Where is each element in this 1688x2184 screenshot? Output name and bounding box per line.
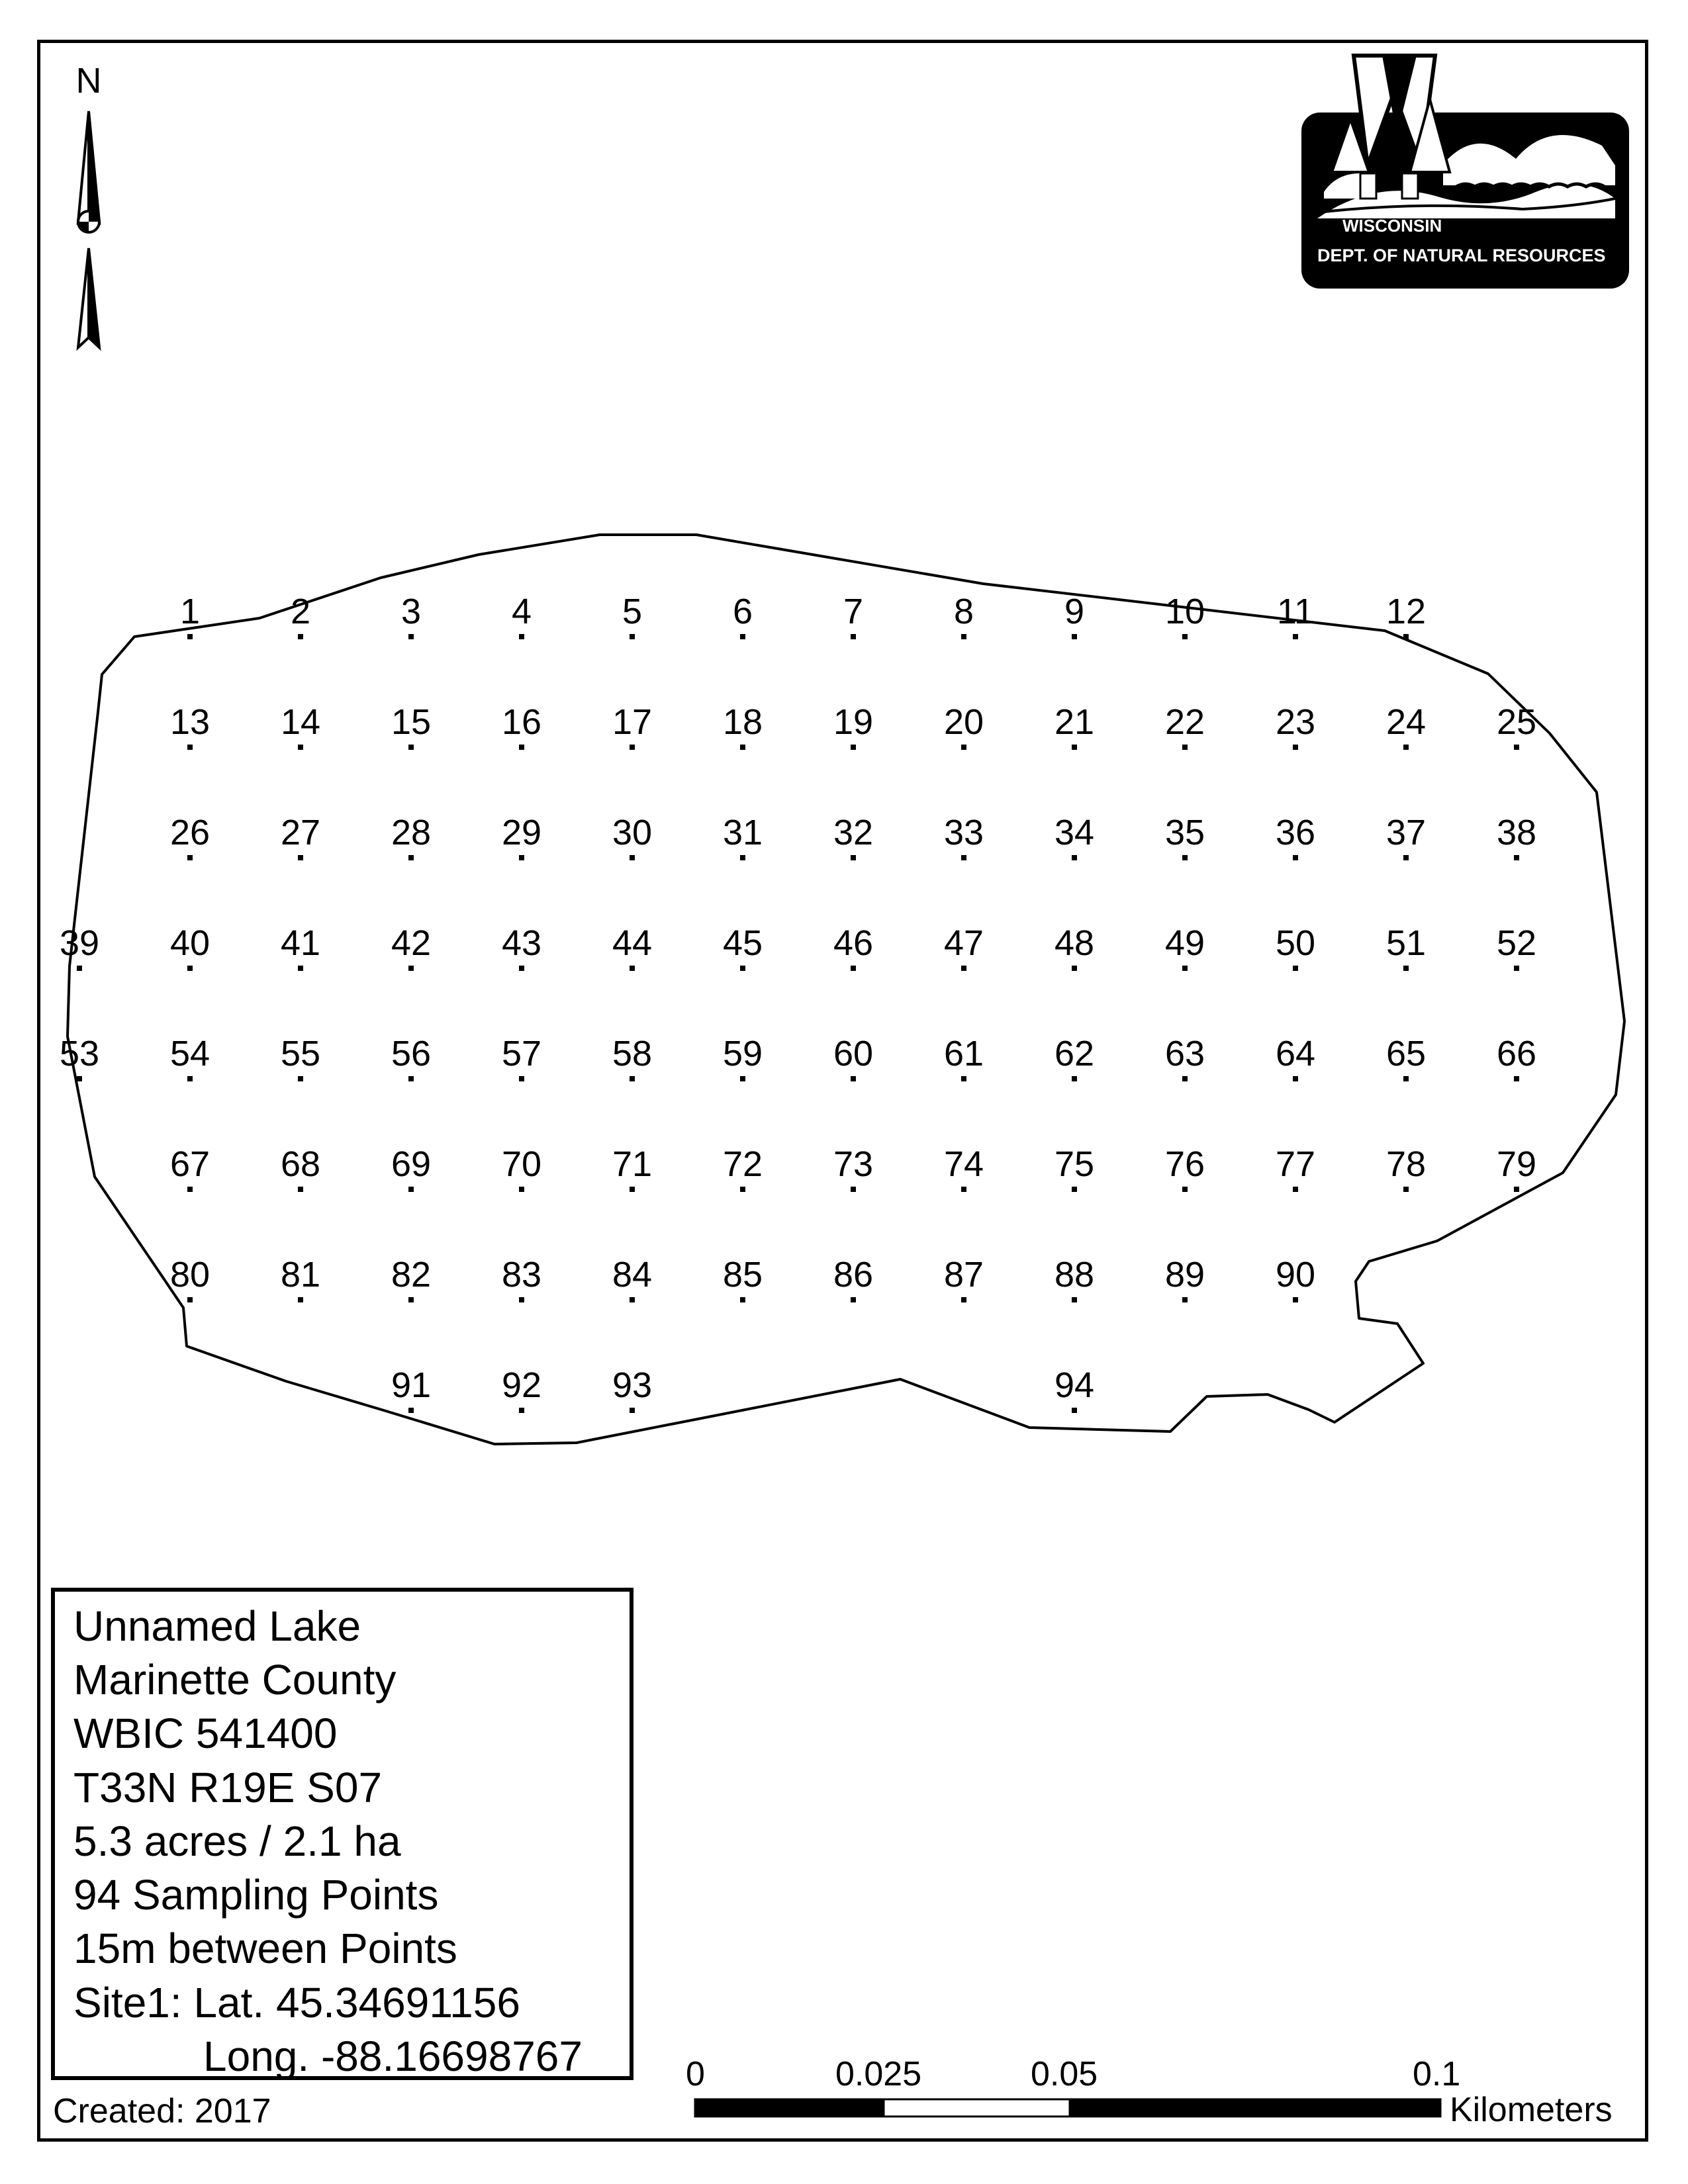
sampling-point-label-8: 8 [953,592,974,631]
sampling-point-36 [1293,855,1298,860]
sampling-point-label-59: 59 [722,1034,763,1073]
sampling-point-label-90: 90 [1275,1255,1316,1295]
sampling-point-label-52: 52 [1496,923,1537,963]
sampling-point-label-71: 71 [612,1144,653,1184]
sampling-point-label-29: 29 [501,813,542,852]
sampling-point-label-25: 25 [1496,702,1537,742]
sampling-point-label-69: 69 [391,1144,432,1184]
sampling-point-label-42: 42 [391,923,432,963]
scale-unit: Kilometers [1450,2091,1613,2129]
sampling-point-label-63: 63 [1164,1034,1205,1073]
sampling-point-70 [519,1187,524,1192]
sampling-point-25 [1514,745,1519,750]
sampling-point-64 [1293,1076,1298,1081]
sampling-point-label-55: 55 [280,1034,321,1073]
sampling-point-label-50: 50 [1275,923,1316,963]
sampling-point-label-72: 72 [722,1144,763,1184]
lake-name: Unnamed Lake [73,1602,361,1650]
sampling-point-label-13: 13 [169,702,211,742]
sampling-point-label-24: 24 [1385,702,1427,742]
sampling-point-label-78: 78 [1385,1144,1427,1184]
sampling-point-85 [740,1297,745,1302]
sampling-point-label-60: 60 [833,1034,874,1073]
sampling-point-45 [740,966,745,971]
site1-latitude: Site1: Lat. 45.34691156 [73,1979,520,2026]
sampling-point-48 [1072,966,1077,971]
sampling-point-label-93: 93 [612,1365,653,1405]
sampling-point-56 [408,1076,414,1081]
sampling-point-50 [1293,966,1298,971]
sampling-point-label-19: 19 [833,702,874,742]
sampling-point-label-44: 44 [612,923,653,963]
sampling-point-63 [1182,1076,1188,1081]
sampling-point-label-75: 75 [1054,1144,1095,1184]
sampling-point-22 [1182,745,1188,750]
sampling-point-label-41: 41 [280,923,321,963]
sampling-point-label-65: 65 [1385,1034,1427,1073]
sampling-point-88 [1072,1297,1077,1302]
sampling-point-label-57: 57 [501,1034,542,1073]
sampling-point-30 [630,855,635,860]
sampling-point-label-46: 46 [833,923,874,963]
sampling-point-label-31: 31 [722,813,763,852]
sampling-point-label-27: 27 [280,813,321,852]
sampling-point-label-85: 85 [722,1255,763,1295]
sampling-point-49 [1182,966,1188,971]
sampling-point-19 [851,745,856,750]
sampling-point-53 [77,1076,82,1081]
sampling-point-83 [519,1297,524,1302]
sampling-point-label-77: 77 [1275,1144,1316,1184]
sampling-point-label-1: 1 [179,592,201,631]
sampling-point-81 [298,1297,303,1302]
sampling-point-label-66: 66 [1496,1034,1537,1073]
sampling-point-18 [740,745,745,750]
sampling-point-label-80: 80 [169,1255,211,1295]
sampling-point-14 [298,745,303,750]
sampling-point-label-51: 51 [1385,923,1427,963]
sampling-point-label-81: 81 [280,1255,321,1295]
sampling-point-38 [1514,855,1519,860]
sampling-point-label-64: 64 [1275,1034,1316,1073]
sampling-point-label-53: 53 [59,1034,100,1073]
sampling-point-label-16: 16 [501,702,542,742]
sampling-point-46 [851,966,856,971]
scale-segment-3 [1070,2099,1440,2116]
scale-label-0: 0 [686,2055,705,2093]
sampling-point-41 [298,966,303,971]
sampling-point-label-12: 12 [1385,592,1427,631]
sampling-point-7 [851,634,856,639]
sampling-point-label-62: 62 [1054,1034,1095,1073]
sampling-point-label-18: 18 [722,702,763,742]
sampling-point-label-14: 14 [280,702,321,742]
sampling-point-15 [408,745,414,750]
sampling-point-label-70: 70 [501,1144,542,1184]
sampling-point-label-88: 88 [1054,1255,1095,1295]
sampling-point-67 [187,1187,193,1192]
sampling-point-72 [740,1187,745,1192]
sampling-point-17 [630,745,635,750]
sampling-point-label-68: 68 [280,1144,321,1184]
sampling-point-55 [298,1076,303,1081]
sampling-point-29 [519,855,524,860]
legend-box [51,1588,633,2080]
scale-label-0025: 0.025 [835,2055,922,2093]
sampling-point-label-22: 22 [1164,702,1205,742]
wbic: WBIC 541400 [73,1709,338,1757]
sampling-point-39 [77,966,82,971]
sampling-point-label-26: 26 [169,813,211,852]
sampling-point-label-33: 33 [943,813,984,852]
sampling-point-21 [1072,745,1077,750]
sampling-point-16 [519,745,524,750]
sampling-point-label-84: 84 [612,1255,653,1295]
sampling-point-label-49: 49 [1164,923,1205,963]
sampling-point-93 [630,1408,635,1413]
site1-longitude: Long. -88.16698767 [203,2032,583,2080]
sampling-point-label-23: 23 [1275,702,1316,742]
sampling-point-52 [1514,966,1519,971]
sampling-point-8 [961,634,966,639]
sampling-point-label-32: 32 [833,813,874,852]
sampling-point-label-56: 56 [391,1034,432,1073]
sampling-point-90 [1293,1297,1298,1302]
sampling-point-label-34: 34 [1054,813,1095,852]
lake-outline [68,535,1624,1444]
sampling-point-label-76: 76 [1164,1144,1205,1184]
sampling-point-9 [1072,634,1077,639]
sampling-point-label-73: 73 [833,1144,874,1184]
sampling-point-label-28: 28 [391,813,432,852]
sampling-point-label-37: 37 [1385,813,1427,852]
sampling-point-35 [1182,855,1188,860]
sampling-point-label-87: 87 [943,1255,984,1295]
sampling-point-1 [187,634,193,639]
sampling-point-80 [187,1297,193,1302]
sampling-point-12 [1403,634,1409,639]
sampling-point-47 [961,966,966,971]
sampling-point-86 [851,1297,856,1302]
sampling-point-label-89: 89 [1164,1255,1205,1295]
sampling-point-label-48: 48 [1054,923,1095,963]
sampling-point-label-47: 47 [943,923,984,963]
north-label: N [75,61,102,101]
sampling-point-label-3: 3 [400,592,422,631]
sampling-point-label-58: 58 [612,1034,653,1073]
sampling-point-label-36: 36 [1275,813,1316,852]
sampling-point-43 [519,966,524,971]
sampling-point-label-61: 61 [943,1034,984,1073]
sampling-point-62 [1072,1076,1077,1081]
sampling-point-label-30: 30 [612,813,653,852]
sampling-point-33 [961,855,966,860]
sampling-point-23 [1293,745,1298,750]
sampling-point-89 [1182,1297,1188,1302]
sampling-point-label-15: 15 [391,702,432,742]
sampling-point-label-2: 2 [290,592,311,631]
sampling-point-6 [740,634,745,639]
sampling-point-57 [519,1076,524,1081]
sampling-point-5 [630,634,635,639]
sampling-point-label-38: 38 [1496,813,1537,852]
logo-line2: DEPT. OF NATURAL RESOURCES [1317,246,1606,265]
sampling-point-26 [187,855,193,860]
sampling-point-61 [961,1076,966,1081]
sampling-point-3 [408,634,414,639]
scale-segment-2 [884,2099,1070,2116]
sampling-points [60,592,1536,1413]
sampling-point-10 [1182,634,1188,639]
sampling-point-label-39: 39 [59,923,100,963]
sampling-point-11 [1293,634,1298,639]
sampling-point-32 [851,855,856,860]
county: Marinette County [73,1656,397,1704]
sampling-point-label-11: 11 [1276,592,1315,631]
plss-location: T33N R19E S07 [73,1764,383,1811]
sampling-point-91 [408,1408,414,1413]
sampling-point-84 [630,1297,635,1302]
sampling-point-label-82: 82 [391,1255,432,1295]
sampling-point-label-35: 35 [1164,813,1205,852]
sampling-point-13 [187,745,193,750]
sampling-point-label-94: 94 [1054,1365,1095,1405]
sampling-point-44 [630,966,635,971]
scale-bar [695,2099,1440,2116]
sampling-point-82 [408,1297,414,1302]
lake-area: 5.3 acres / 2.1 ha [73,1817,401,1865]
sampling-point-73 [851,1187,856,1192]
sampling-point-label-74: 74 [943,1144,984,1184]
sampling-point-label-91: 91 [391,1365,432,1405]
sampling-point-65 [1403,1076,1409,1081]
north-arrow-icon [76,61,102,347]
sampling-point-69 [408,1187,414,1192]
sampling-point-label-4: 4 [511,592,532,631]
sampling-point-76 [1182,1187,1188,1192]
sampling-point-label-67: 67 [169,1144,211,1184]
scale-label-005: 0.05 [1031,2055,1098,2093]
sampling-point-51 [1403,966,1409,971]
created-date: Created: 2017 [53,2092,271,2130]
point-spacing: 15m between Points [73,1925,457,1972]
scale-label-01: 0.1 [1413,2055,1461,2093]
sampling-point-label-17: 17 [612,702,653,742]
sampling-point-20 [961,745,966,750]
sampling-point-label-6: 6 [732,592,753,631]
wdnr-logo [1301,56,1629,289]
sampling-point-24 [1403,745,1409,750]
sampling-point-75 [1072,1187,1077,1192]
sampling-point-4 [519,634,524,639]
sampling-point-58 [630,1076,635,1081]
sampling-point-label-10: 10 [1164,592,1205,631]
sampling-point-34 [1072,855,1077,860]
sampling-point-60 [851,1076,856,1081]
sampling-point-68 [298,1187,303,1192]
sampling-point-66 [1514,1076,1519,1081]
sampling-point-label-79: 79 [1496,1144,1537,1184]
sampling-point-92 [519,1408,524,1413]
sampling-point-label-43: 43 [501,923,542,963]
sampling-point-37 [1403,855,1409,860]
sampling-point-94 [1072,1408,1077,1413]
sampling-point-2 [298,634,303,639]
sampling-point-label-86: 86 [833,1255,874,1295]
sampling-point-label-83: 83 [501,1255,542,1295]
logo-line1: WISCONSIN [1342,216,1442,236]
sampling-point-count: 94 Sampling Points [73,1871,439,1919]
sampling-point-71 [630,1187,635,1192]
sampling-point-label-92: 92 [501,1365,542,1405]
sampling-point-label-20: 20 [943,702,984,742]
sampling-point-54 [187,1076,193,1081]
sampling-point-74 [961,1187,966,1192]
sampling-point-59 [740,1076,745,1081]
sampling-point-label-9: 9 [1064,592,1085,631]
sampling-point-87 [961,1297,966,1302]
sampling-point-42 [408,966,414,971]
sampling-point-78 [1403,1187,1409,1192]
sampling-point-31 [740,855,745,860]
sampling-point-label-7: 7 [843,592,864,631]
sampling-point-77 [1293,1187,1298,1192]
sampling-point-27 [298,855,303,860]
sampling-point-79 [1514,1187,1519,1192]
sampling-point-label-5: 5 [622,592,643,631]
scale-segment-1 [695,2099,884,2116]
sampling-point-label-54: 54 [169,1034,211,1073]
sampling-point-28 [408,855,414,860]
sampling-point-40 [187,966,193,971]
sampling-point-label-45: 45 [722,923,763,963]
sampling-point-label-21: 21 [1054,702,1095,742]
sampling-point-label-40: 40 [169,923,211,963]
